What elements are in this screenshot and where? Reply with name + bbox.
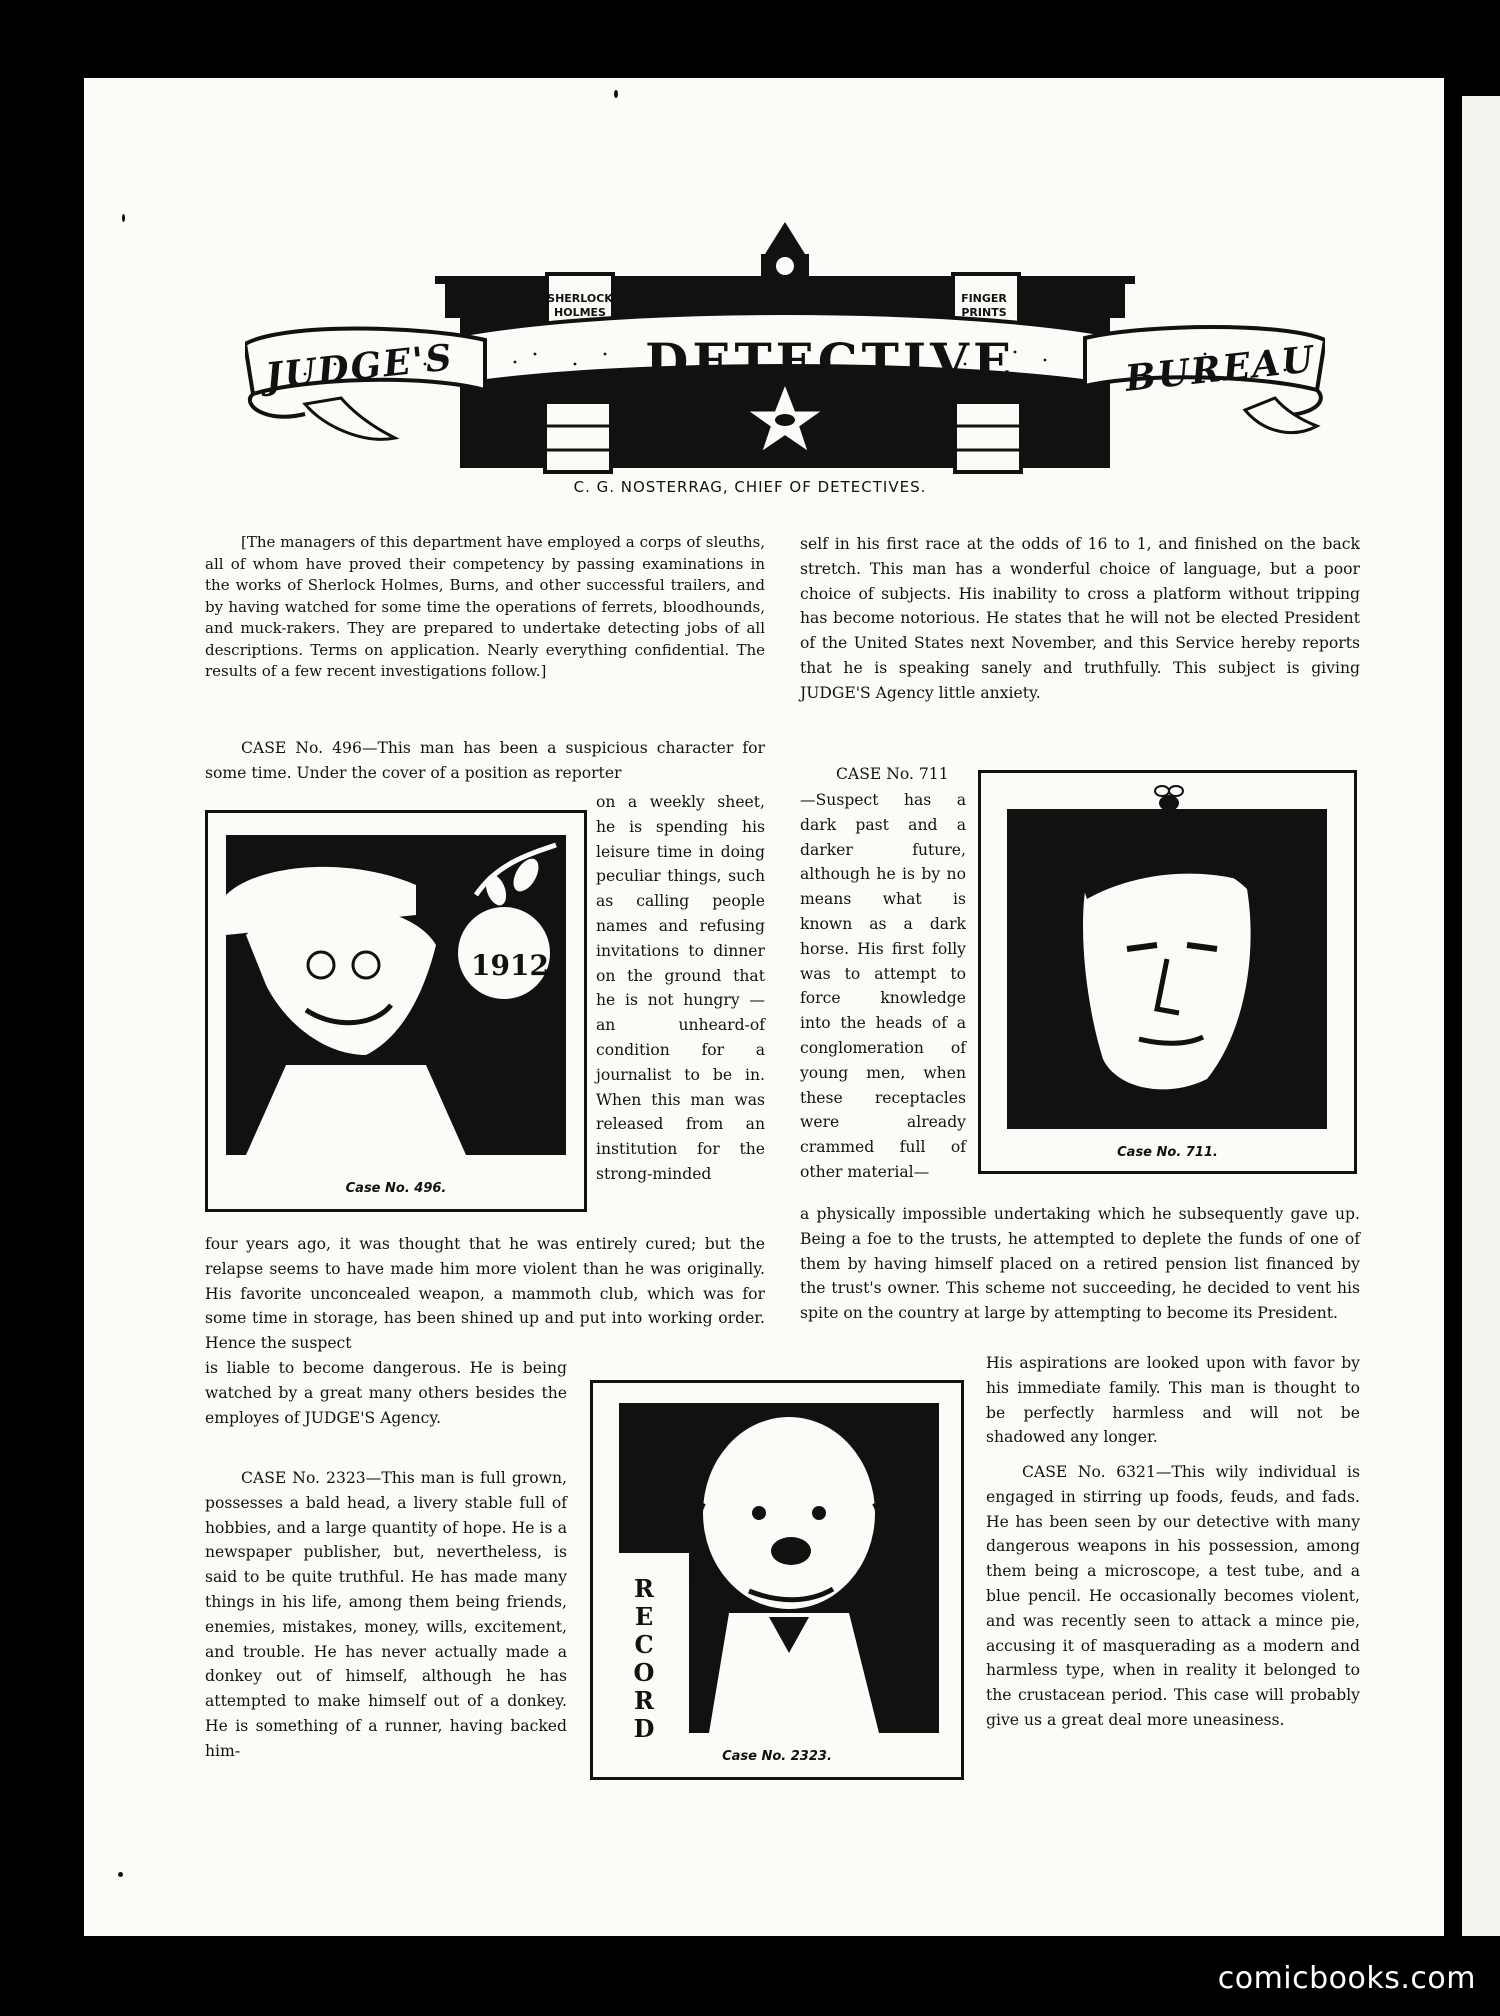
case-6321-paragraph: CASE No. 6321—This wily individual is engaged in stirring up foods, feuds, and fads. He has been seen by our detective with many dangerous weapons in his possession, among them being a microscope, a test tube, and a blue pencil. He occasionally becomes violent, and was recently seen to attack a mince pie, accusing it of masquerading as a modern and harmless type, when in reality it belonged to the crustacean period. This case will probably give us a great deal more uneasiness. — [986, 1463, 1360, 1729]
banner-word-detective: DETECTIVE — [645, 332, 1016, 391]
book-label-sherlock: SHERLOCK HOLMES — [547, 292, 613, 319]
ink-speck — [122, 214, 125, 222]
intro-paragraph: [The managers of this department have employed a corps of sleuths, all of whom have proved their competency by passing examinations in the works of Sherlock Holmes, Burns, and other successful trailers, and by having watched for some time the operations of ferrets, bloodhounds, and muck-rakers. They are prepared to undertake detecting jobs of all descriptions. Terms on application. Nearly everything confidential. The results of a few recent investigations follow.] — [205, 533, 765, 680]
case-2323-caption: Case No. 2323. — [722, 1749, 832, 1764]
case-496-beside-text: on a weekly sheet, he is spending his leisure time in doing peculiar things, such as calling people names and refusing invitations to dinner on the ground that he is not hungry — an unheard-of condition for a journalist to be in. When this man was released from an institution for the strong-minded — [596, 793, 765, 1183]
next-page-edge — [1462, 96, 1500, 1936]
record-sign-text: RECORD — [633, 1574, 655, 1743]
ink-speck — [614, 90, 618, 98]
hat-band-text: 1912 — [471, 949, 549, 982]
publisher-caricature-icon — [619, 1403, 939, 1733]
site-watermark: comicbooks.com — [1217, 1961, 1476, 1996]
case-711-caption: Case No. 711. — [1117, 1145, 1218, 1160]
masthead-banner — [245, 214, 1325, 486]
case-496-lead: CASE No. 496—This man has been a suspicious character for some time. Under the cover of a position as reporter — [205, 739, 765, 782]
book-label-fingerprints: FINGER PRINTS — [961, 292, 1007, 319]
case-711-tail: His aspirations are looked upon with favor by his immediate family. This man is thought to be perfectly harmless and will not be shadowed any longer. — [986, 1354, 1360, 1447]
case-496-tail: is liable to become dangerous. He is being watched by a great many others besides the employes of JUDGE'S Agency. — [205, 1359, 567, 1427]
banner-word-bureau: BUREAU — [1123, 338, 1318, 400]
wilson-portrait-icon — [1007, 809, 1327, 1129]
case-711-illustration — [978, 770, 1357, 1174]
case-711-heading: CASE No. 711 — [836, 765, 949, 783]
case-496-illustration — [205, 810, 587, 1212]
case-711-beside-text: —Suspect has a dark past and a darker future, although he is by no means what is known as a dark horse. His first folly was to attempt to force knowledge into the heads of a conglomeration of young men, when these receptacles were already crammed full of other material— — [800, 791, 966, 1181]
case-2323-illustration — [590, 1380, 964, 1780]
case-2323-continued: self in his first race at the odds of 16 to 1, and finished on the back stretch. This man has a wonderful choice of language, but a poor choice of subjects. His inability to cross a platform without tripping has become notorious. He states that he will not be elected President of the United States next November, and this Service hereby reports that he is speaking sanely and truthfully. This subject is giving JUDGE'S Agency little anxiety. — [800, 535, 1360, 702]
case-496-caption: Case No. 496. — [345, 1181, 447, 1196]
ink-speck — [118, 1872, 123, 1877]
case-496-continued: four years ago, it was thought that he was entirely cured; but the relapse seems to have made him more violent than he was originally. His favorite unconcealed weapon, a mammoth club, which was for some time in storage, has been shined up and put into working order. Hence the suspect — [205, 1235, 765, 1353]
roosevelt-portrait-icon — [226, 835, 566, 1155]
chief-byline: C. G. NOSTERRAG, CHIEF OF DETECTIVES. — [573, 478, 927, 496]
bee-icon — [1149, 779, 1189, 819]
case-711-continued: a physically impossible undertaking which he subsequently gave up. Being a foe to the trusts, he attempted to deplete the funds of one of them by having himself placed on a retired pension list financed by the trust's owner. This scheme not succeeding, he decided to vent his spite on the country at large by attempting to become its President. — [800, 1205, 1360, 1323]
banner-word-judges: JUDGE'S — [263, 336, 456, 398]
case-2323-paragraph: CASE No. 2323—This man is full grown, possesses a bald head, a livery stable full of hobbies, and a large quantity of hope. He is a newspaper publisher, but, nevertheless, is said to be quite truthful. He has made many things in his life, among them being friends, enemies, mistakes, money, wills, excitement, and trouble. He has never actually made a donkey out of himself, although he has attempted to make himself out of a donkey. He is something of a runner, having backed him- — [205, 1469, 567, 1760]
